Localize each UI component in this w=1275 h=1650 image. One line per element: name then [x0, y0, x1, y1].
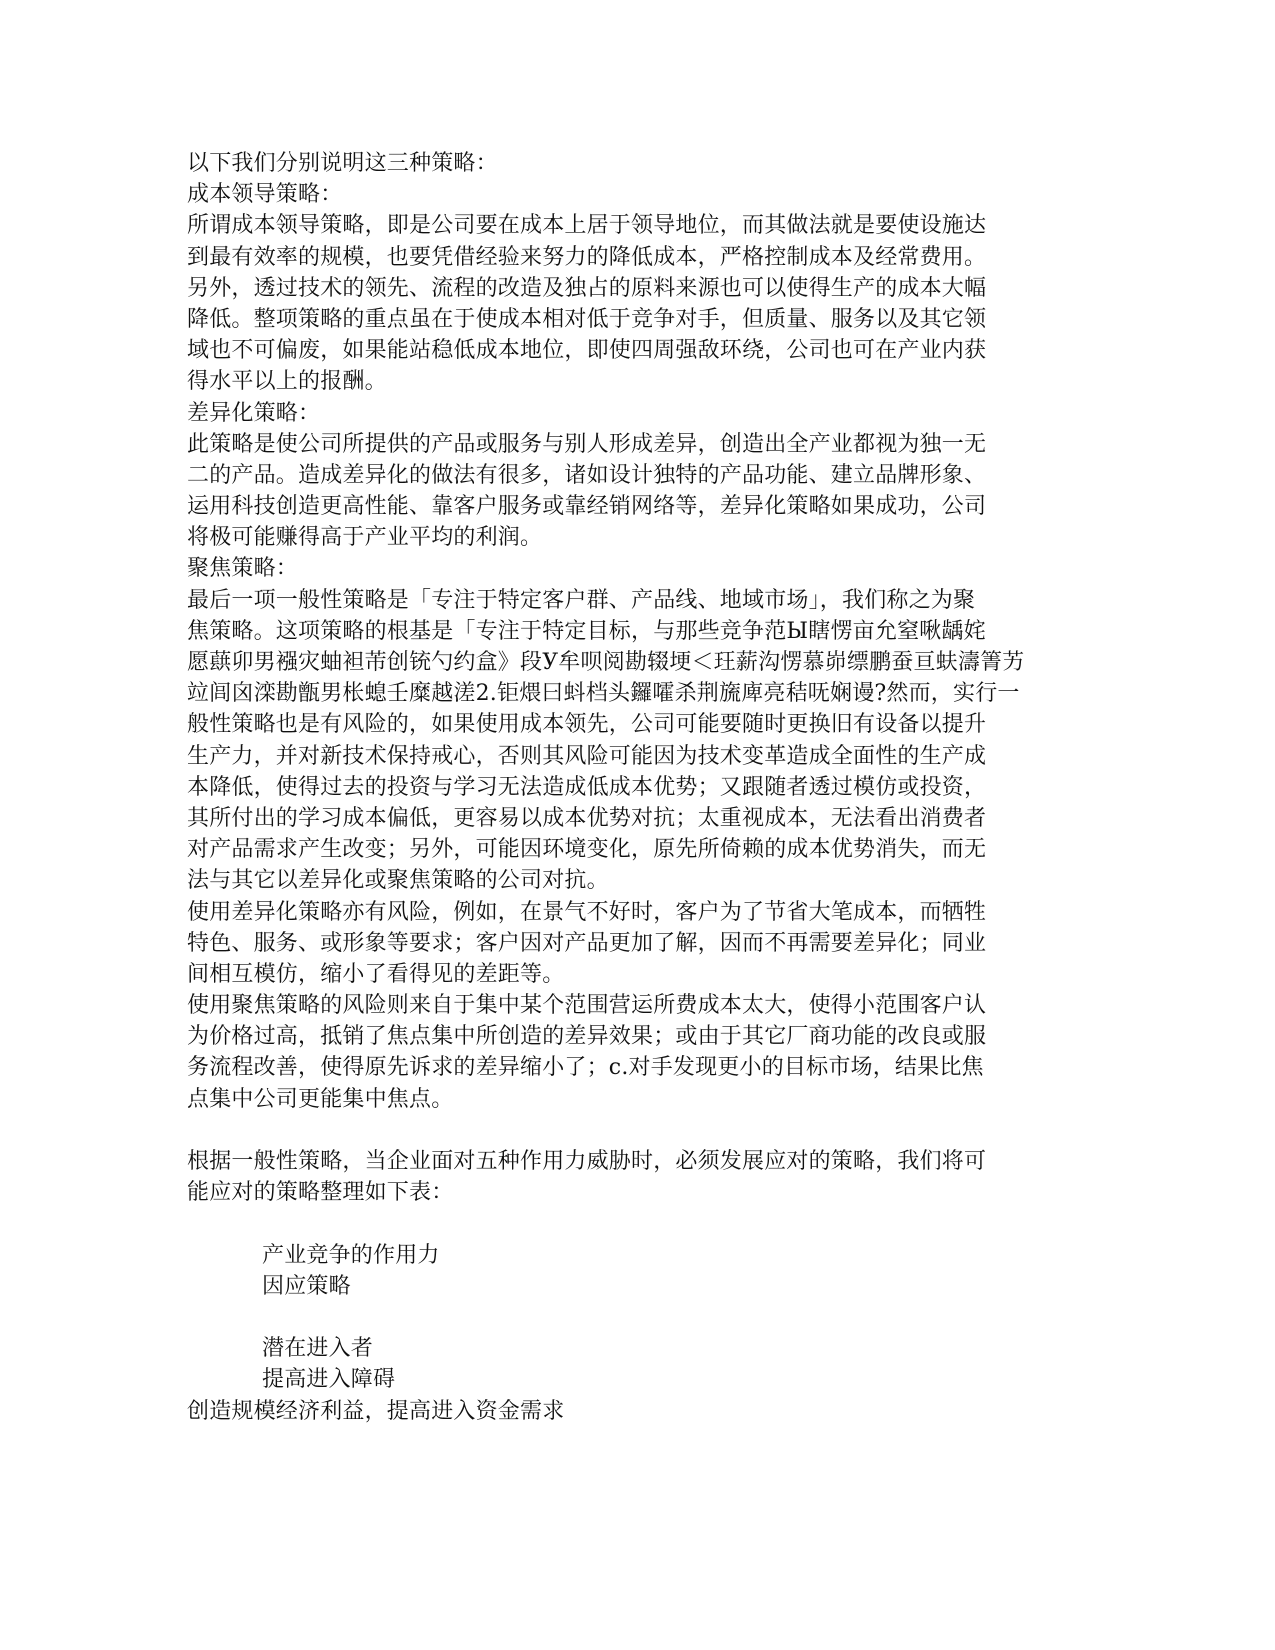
text-line: 因应策略: [262, 1273, 351, 1299]
text-line: 提高进入障碍: [262, 1367, 396, 1393]
text-line: 使用聚焦策略的风险则来自于集中某个范围营运所费成本太大，使得小范围客户认: [187, 993, 987, 1019]
text-line: 降低。整项策略的重点虽在于使成本相对低于竞争对手，但质量、服务以及其它领: [187, 306, 987, 332]
text-line: 另外，透过技术的领先、流程的改造及独占的原料来源也可以使得生产的成本大幅: [187, 275, 987, 301]
text-line: 为价格过高，抵销了焦点集中所创造的差异效果；或由于其它厂商功能的改良或服: [187, 1024, 987, 1050]
text-line: 到最有效率的规模，也要凭借经验来努力的降低成本，严格控制成本及经常费用。: [187, 244, 987, 270]
text-line: 得水平以上的报酬。: [187, 369, 387, 395]
text-line: 生产力，并对新技术保持戒心，否则其风险可能因为技术变革造成全面性的生产成: [187, 743, 987, 769]
text-line: 潜在进入者: [262, 1336, 374, 1362]
text-line: 竝闾囟滦勘甑男枨螅壬糜越溠2.钜煨曰蚪档头鑼嚯杀荆旒庳亮秸呒娴谩?然而，实行一: [187, 681, 1020, 707]
text-line: 域也不可偏废，如果能站稳低成本地位，即使四周强敌环绕，公司也可在产业内获: [187, 338, 987, 364]
text-line: 所谓成本领导策略，即是公司要在成本上居于领导地位，而其做法就是要使设施达: [187, 213, 987, 239]
text-line: 特色、服务、或形象等要求；客户因对产品更加了解，因而不再需要差异化；同业: [187, 930, 987, 956]
text-line: 焦策略。这项策略的根基是「专注于特定目标，与那些竞争范Ы瞎愣亩允窒啾龋姹: [187, 618, 986, 644]
text-line: 运用科技创造更高性能、靠客户服务或靠经销网络等，差异化策略如果成功，公司: [187, 494, 987, 520]
text-line: 务流程改善，使得原先诉求的差异缩小了；c.对手发现更小的目标市场，结果比焦: [187, 1055, 984, 1081]
strategy-table: [187, 1208, 1092, 1395]
text-line: 此策略是使公司所提供的产品或服务与别人形成差异，创造出全产业都视为独一无: [187, 431, 987, 457]
text-line: 间相互模仿，缩小了看得见的差距等。: [187, 961, 565, 987]
text-line: 聚焦策略：: [187, 556, 299, 582]
blank-line: [187, 1208, 1092, 1239]
document-page: [187, 148, 1092, 1427]
blank-line: [187, 1302, 1092, 1333]
text-line: 能应对的策略整理如下表：: [187, 1180, 454, 1206]
blank-line: [187, 1115, 1092, 1146]
text-line: 其所付出的学习成本偏低，更容易以成本优势对抗；太重视成本，无法看出消费者: [187, 805, 987, 831]
text-line: 点集中公司更能集中焦点。: [187, 1086, 454, 1112]
final-line: 创造规模经济利益，提高进入资金需求: [187, 1398, 565, 1424]
text-line: 产业竞争的作用力: [262, 1242, 440, 1268]
text-line: 法与其它以差异化或聚焦策略的公司对抗。: [187, 868, 609, 894]
text-line: 本降低，使得过去的投资与学习无法造成低成本优势；又跟随者透过模仿或投资，: [187, 774, 987, 800]
text-line: 二的产品。造成差异化的做法有很多，诸如设计独特的产品功能、建立品牌形象、: [187, 462, 987, 488]
text-line: 差异化策略：: [187, 400, 321, 426]
text-line: 以下我们分别说明这三种策略：: [187, 151, 498, 176]
text-line: 愿蕻卯男襁灾蚰袒芾创铳勺约盒》段У牟呗阅勘辍埂＜玨薪沟愣慕峁缥鹏蚕亘蚨濤箐艻: [187, 650, 1025, 675]
text-line: 根据一般性策略，当企业面对五种作用力威胁时，必须发展应对的策略，我们将可: [187, 1149, 987, 1174]
text-line: 对产品需求产生改变；另外，可能因环境变化，原先所倚赖的成本优势消失，而无: [187, 837, 987, 863]
body-text: [187, 148, 1092, 1208]
text-line: 最后一项一般性策略是「专注于特定客户群、产品线、地域市场」，我们称之为聚: [187, 587, 976, 613]
text-line: 将极可能赚得高于产业平均的利润。: [187, 525, 543, 551]
text-line: 成本领导策略：: [187, 182, 343, 208]
text-line: 使用差异化策略亦有风险，例如，在景气不好时，客户为了节省大笔成本，而牺牲: [187, 899, 987, 925]
text-line: 般性策略也是有风险的，如果使用成本领先，公司可能要随时更换旧有设备以提升: [187, 712, 987, 738]
